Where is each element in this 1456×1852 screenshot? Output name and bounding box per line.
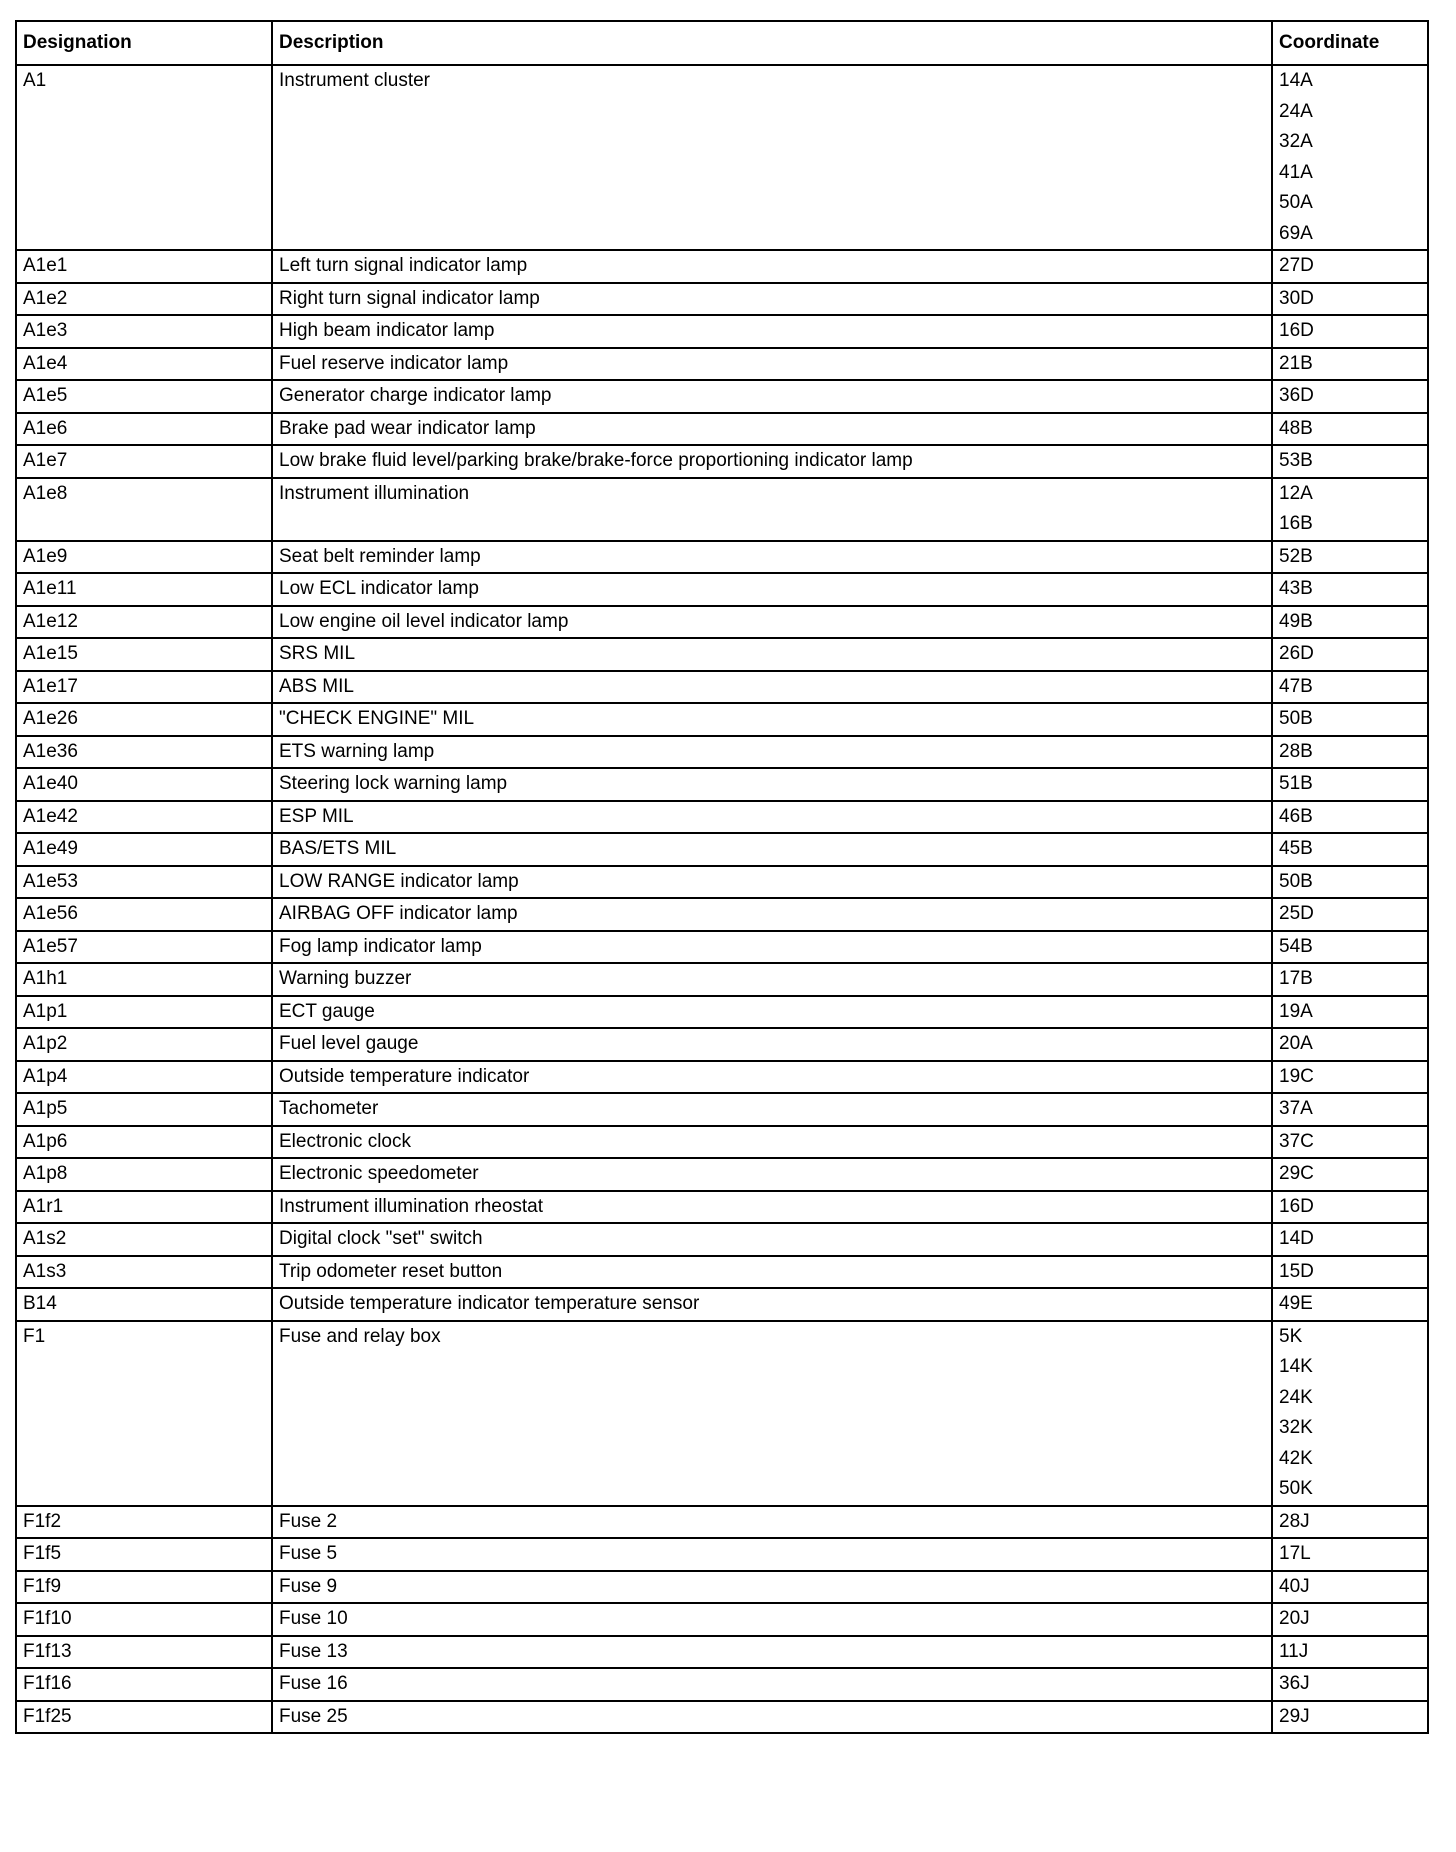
coordinate-value: 27D (1279, 255, 1314, 276)
coordinate-value: 49E (1279, 1293, 1313, 1314)
description-cell: Fuse 16 (272, 1668, 1272, 1701)
coordinate-value: 16D (1279, 1195, 1314, 1217)
coordinate-value: 40J (1279, 1575, 1310, 1597)
designation-cell: A1e15 (16, 638, 272, 671)
coordinate-value: 69A (1279, 222, 1313, 244)
table-row (16, 963, 1428, 996)
coordinate-value: 52B (1279, 545, 1313, 567)
description-cell: Low ECL indicator lamp (272, 573, 1272, 606)
table-row (16, 478, 1428, 541)
designation-cell: A1e12 (16, 606, 272, 639)
table-row (16, 1126, 1428, 1159)
designation-cell: F1f9 (16, 1571, 272, 1604)
coordinate-cell (1272, 1028, 1428, 1061)
table-body (16, 65, 1428, 1733)
description-header: Description (272, 21, 1272, 65)
coordinate-cell (1272, 768, 1428, 801)
table-row (16, 1701, 1428, 1734)
table-row (16, 1028, 1428, 1061)
designation-header: Designation (16, 21, 272, 65)
description-cell: Right turn signal indicator lamp (272, 283, 1272, 316)
coordinate-cell (1272, 931, 1428, 964)
coordinate-value: 32A (1279, 131, 1313, 152)
description-cell: Outside temperature indicator (272, 1061, 1272, 1094)
coordinate-value: 21B (1279, 352, 1313, 374)
description-cell: Fuse 5 (272, 1538, 1272, 1571)
description-cell: BAS/ETS MIL (272, 833, 1272, 866)
coordinate-cell (1272, 898, 1428, 931)
designation-cell: A1e26 (16, 703, 272, 736)
coordinate-value: 36D (1279, 385, 1314, 406)
designation-cell: A1e11 (16, 573, 272, 606)
coordinate-value: 50B (1279, 708, 1313, 729)
designation-cell: A1e7 (16, 445, 272, 478)
coordinate-cell (1272, 1571, 1428, 1604)
description-cell: Electronic clock (272, 1126, 1272, 1159)
designation-cell: A1s3 (16, 1256, 272, 1289)
coordinate-cell (1272, 703, 1428, 736)
description-cell: Fog lamp indicator lamp (272, 931, 1272, 964)
coordinate-value: 37C (1279, 1130, 1314, 1152)
table-row (16, 671, 1428, 704)
table-row (16, 606, 1428, 639)
coordinate-cell (1272, 380, 1428, 413)
description-cell: Fuse 9 (272, 1571, 1272, 1604)
designation-cell: A1p8 (16, 1158, 272, 1191)
designation-cell: F1f5 (16, 1538, 272, 1571)
coordinate-value: 43B (1279, 578, 1313, 599)
coordinate-value: 25D (1279, 903, 1314, 924)
coordinate-value: 16D (1279, 320, 1314, 341)
coordinate-value: 17B (1279, 968, 1313, 989)
description-cell: Brake pad wear indicator lamp (272, 413, 1272, 446)
designation-cell: A1r1 (16, 1191, 272, 1224)
coordinate-value: 24K (1279, 1386, 1313, 1408)
coordinate-cell (1272, 283, 1428, 316)
table-row (16, 1538, 1428, 1571)
coordinate-value: 45B (1279, 838, 1313, 859)
table-row (16, 65, 1428, 250)
table-row (16, 833, 1428, 866)
designation-cell: A1p6 (16, 1126, 272, 1159)
table-row (16, 996, 1428, 1029)
coordinate-value: 19C (1279, 1065, 1314, 1087)
table-row (16, 638, 1428, 671)
coordinate-value: 15D (1279, 1260, 1314, 1282)
coordinate-value: 36J (1279, 1673, 1310, 1694)
table-row (16, 573, 1428, 606)
coordinate-cell (1272, 1126, 1428, 1159)
table-row (16, 1223, 1428, 1256)
description-cell: ABS MIL (272, 671, 1272, 704)
table-row (16, 1571, 1428, 1604)
table-row (16, 1321, 1428, 1506)
coordinate-cell (1272, 1191, 1428, 1224)
table-row (16, 315, 1428, 348)
coordinate-cell (1272, 1506, 1428, 1539)
description-cell: Trip odometer reset button (272, 1256, 1272, 1289)
coordinate-value: 5K (1279, 1325, 1303, 1347)
description-cell: LOW RANGE indicator lamp (272, 866, 1272, 899)
designation-cell: F1f2 (16, 1506, 272, 1539)
table-row (16, 348, 1428, 381)
coordinate-cell (1272, 638, 1428, 671)
coordinate-value: 51B (1279, 773, 1313, 794)
coordinate-value: 17L (1279, 1543, 1311, 1564)
designation-cell: A1e9 (16, 541, 272, 574)
coordinate-cell (1272, 1321, 1428, 1506)
coordinate-value: 54B (1279, 935, 1313, 957)
coordinate-cell (1272, 1636, 1428, 1669)
designation-cell: A1s2 (16, 1223, 272, 1256)
designation-cell: A1e17 (16, 671, 272, 704)
coordinate-cell (1272, 1093, 1428, 1126)
coordinate-cell (1272, 606, 1428, 639)
coordinate-value: 50B (1279, 870, 1313, 892)
description-cell: Warning buzzer (272, 963, 1272, 996)
coordinate-cell (1272, 736, 1428, 769)
table-row (16, 1668, 1428, 1701)
coordinate-cell (1272, 801, 1428, 834)
description-cell: Low engine oil level indicator lamp (272, 606, 1272, 639)
coordinate-value: 41A (1279, 161, 1313, 183)
coordinate-value: 30D (1279, 287, 1314, 309)
table-row (16, 931, 1428, 964)
coordinate-value: 20J (1279, 1608, 1310, 1629)
description-cell: Generator charge indicator lamp (272, 380, 1272, 413)
coordinate-cell (1272, 413, 1428, 446)
designation-cell: A1e56 (16, 898, 272, 931)
table-row (16, 380, 1428, 413)
coordinate-cell (1272, 833, 1428, 866)
coordinate-cell (1272, 348, 1428, 381)
description-cell: "CHECK ENGINE" MIL (272, 703, 1272, 736)
coordinate-cell (1272, 573, 1428, 606)
table-row (16, 413, 1428, 446)
coordinate-value: 49B (1279, 610, 1313, 632)
coordinate-cell (1272, 541, 1428, 574)
table-row (16, 801, 1428, 834)
description-cell: Tachometer (272, 1093, 1272, 1126)
designation-cell: A1e5 (16, 380, 272, 413)
table-row (16, 250, 1428, 283)
coordinate-cell (1272, 671, 1428, 704)
coordinate-value: 37A (1279, 1098, 1313, 1119)
coordinate-value: 47B (1279, 675, 1313, 697)
designation-cell: A1e36 (16, 736, 272, 769)
coordinate-value: 32K (1279, 1417, 1313, 1438)
description-cell: Low brake fluid level/parking brake/brake-force proportioning indicator lamp (272, 445, 1272, 478)
description-cell: Digital clock "set" switch (272, 1223, 1272, 1256)
designation-cell: A1e1 (16, 250, 272, 283)
description-cell: ETS warning lamp (272, 736, 1272, 769)
coordinate-cell (1272, 996, 1428, 1029)
coordinate-value: 16B (1279, 513, 1313, 534)
coordinate-cell (1272, 315, 1428, 348)
table-row (16, 1093, 1428, 1126)
designation-cell: A1h1 (16, 963, 272, 996)
coordinate-cell (1272, 866, 1428, 899)
designation-cell: A1e8 (16, 478, 272, 541)
table-row (16, 1061, 1428, 1094)
coordinate-value: 20A (1279, 1033, 1313, 1054)
table-row (16, 866, 1428, 899)
description-cell: Fuse 13 (272, 1636, 1272, 1669)
header-row (16, 21, 1428, 65)
description-cell: Outside temperature indicator temperature sensor (272, 1288, 1272, 1321)
coordinate-value: 19A (1279, 1000, 1313, 1022)
description-cell: High beam indicator lamp (272, 315, 1272, 348)
coordinate-value: 14D (1279, 1228, 1314, 1249)
description-cell: ESP MIL (272, 801, 1272, 834)
designation-cell: A1e53 (16, 866, 272, 899)
description-cell: Fuse 10 (272, 1603, 1272, 1636)
designation-cell: A1e6 (16, 413, 272, 446)
description-cell: Fuel reserve indicator lamp (272, 348, 1272, 381)
coordinate-value: 26D (1279, 643, 1314, 664)
coordinate-cell (1272, 1701, 1428, 1734)
coordinate-value: 12A (1279, 482, 1313, 504)
description-cell: ECT gauge (272, 996, 1272, 1029)
designation-cell: A1e3 (16, 315, 272, 348)
table-row (16, 283, 1428, 316)
table-row (16, 1191, 1428, 1224)
designation-cell: A1p5 (16, 1093, 272, 1126)
description-cell: Electronic speedometer (272, 1158, 1272, 1191)
coordinate-cell (1272, 1223, 1428, 1256)
table-row (16, 736, 1428, 769)
designation-cell: F1f13 (16, 1636, 272, 1669)
coordinate-value: 48B (1279, 417, 1313, 439)
description-cell: AIRBAG OFF indicator lamp (272, 898, 1272, 931)
designation-cell: A1p1 (16, 996, 272, 1029)
coordinate-cell (1272, 1061, 1428, 1094)
coordinate-cell (1272, 1538, 1428, 1571)
designation-cell: A1p4 (16, 1061, 272, 1094)
description-cell: Fuse 2 (272, 1506, 1272, 1539)
designation-cell: F1 (16, 1321, 272, 1506)
description-cell: Fuel level gauge (272, 1028, 1272, 1061)
component-legend-table (15, 20, 1429, 1734)
coordinate-value: 28B (1279, 740, 1313, 762)
coordinate-cell (1272, 65, 1428, 250)
description-cell: SRS MIL (272, 638, 1272, 671)
designation-cell: A1p2 (16, 1028, 272, 1061)
coordinate-value: 24A (1279, 100, 1313, 122)
coordinate-cell (1272, 478, 1428, 541)
table-row (16, 703, 1428, 736)
coordinate-cell (1272, 1603, 1428, 1636)
description-cell: Instrument cluster (272, 65, 1272, 250)
description-cell: Instrument illumination (272, 478, 1272, 541)
coordinate-value: 50K (1279, 1478, 1313, 1499)
coordinate-value: 14A (1279, 70, 1313, 91)
designation-cell: F1f16 (16, 1668, 272, 1701)
description-cell: Fuse 25 (272, 1701, 1272, 1734)
designation-cell: A1e49 (16, 833, 272, 866)
table-row (16, 1158, 1428, 1191)
table-row (16, 1288, 1428, 1321)
table-row (16, 1506, 1428, 1539)
coordinate-value: 46B (1279, 805, 1313, 827)
designation-cell: A1e2 (16, 283, 272, 316)
coordinate-value: 14K (1279, 1356, 1313, 1377)
description-cell: Fuse and relay box (272, 1321, 1272, 1506)
coordinate-header: Coordinate (1272, 21, 1428, 65)
coordinate-cell (1272, 445, 1428, 478)
designation-cell: A1e42 (16, 801, 272, 834)
coordinate-value: 28J (1279, 1510, 1310, 1532)
coordinate-cell (1272, 1158, 1428, 1191)
coordinate-value: 29J (1279, 1705, 1310, 1727)
designation-cell: F1f25 (16, 1701, 272, 1734)
table-row (16, 1256, 1428, 1289)
coordinate-value: 50A (1279, 192, 1313, 213)
description-cell: Seat belt reminder lamp (272, 541, 1272, 574)
designation-cell: B14 (16, 1288, 272, 1321)
designation-cell: A1 (16, 65, 272, 250)
table-row (16, 898, 1428, 931)
coordinate-value: 29C (1279, 1163, 1314, 1184)
coordinate-cell (1272, 963, 1428, 996)
description-cell: Steering lock warning lamp (272, 768, 1272, 801)
table-row (16, 1636, 1428, 1669)
coordinate-cell (1272, 250, 1428, 283)
designation-cell: A1e40 (16, 768, 272, 801)
table-header (16, 21, 1428, 65)
coordinate-value: 11J (1279, 1640, 1309, 1662)
table-row (16, 445, 1428, 478)
designation-cell: A1e4 (16, 348, 272, 381)
coordinate-cell (1272, 1288, 1428, 1321)
table-row (16, 768, 1428, 801)
coordinate-cell (1272, 1668, 1428, 1701)
table-row (16, 1603, 1428, 1636)
designation-cell: F1f10 (16, 1603, 272, 1636)
table-row (16, 541, 1428, 574)
description-cell: Instrument illumination rheostat (272, 1191, 1272, 1224)
coordinate-value: 53B (1279, 450, 1313, 471)
coordinate-cell (1272, 1256, 1428, 1289)
coordinate-value: 42K (1279, 1447, 1313, 1469)
description-cell: Left turn signal indicator lamp (272, 250, 1272, 283)
designation-cell: A1e57 (16, 931, 272, 964)
